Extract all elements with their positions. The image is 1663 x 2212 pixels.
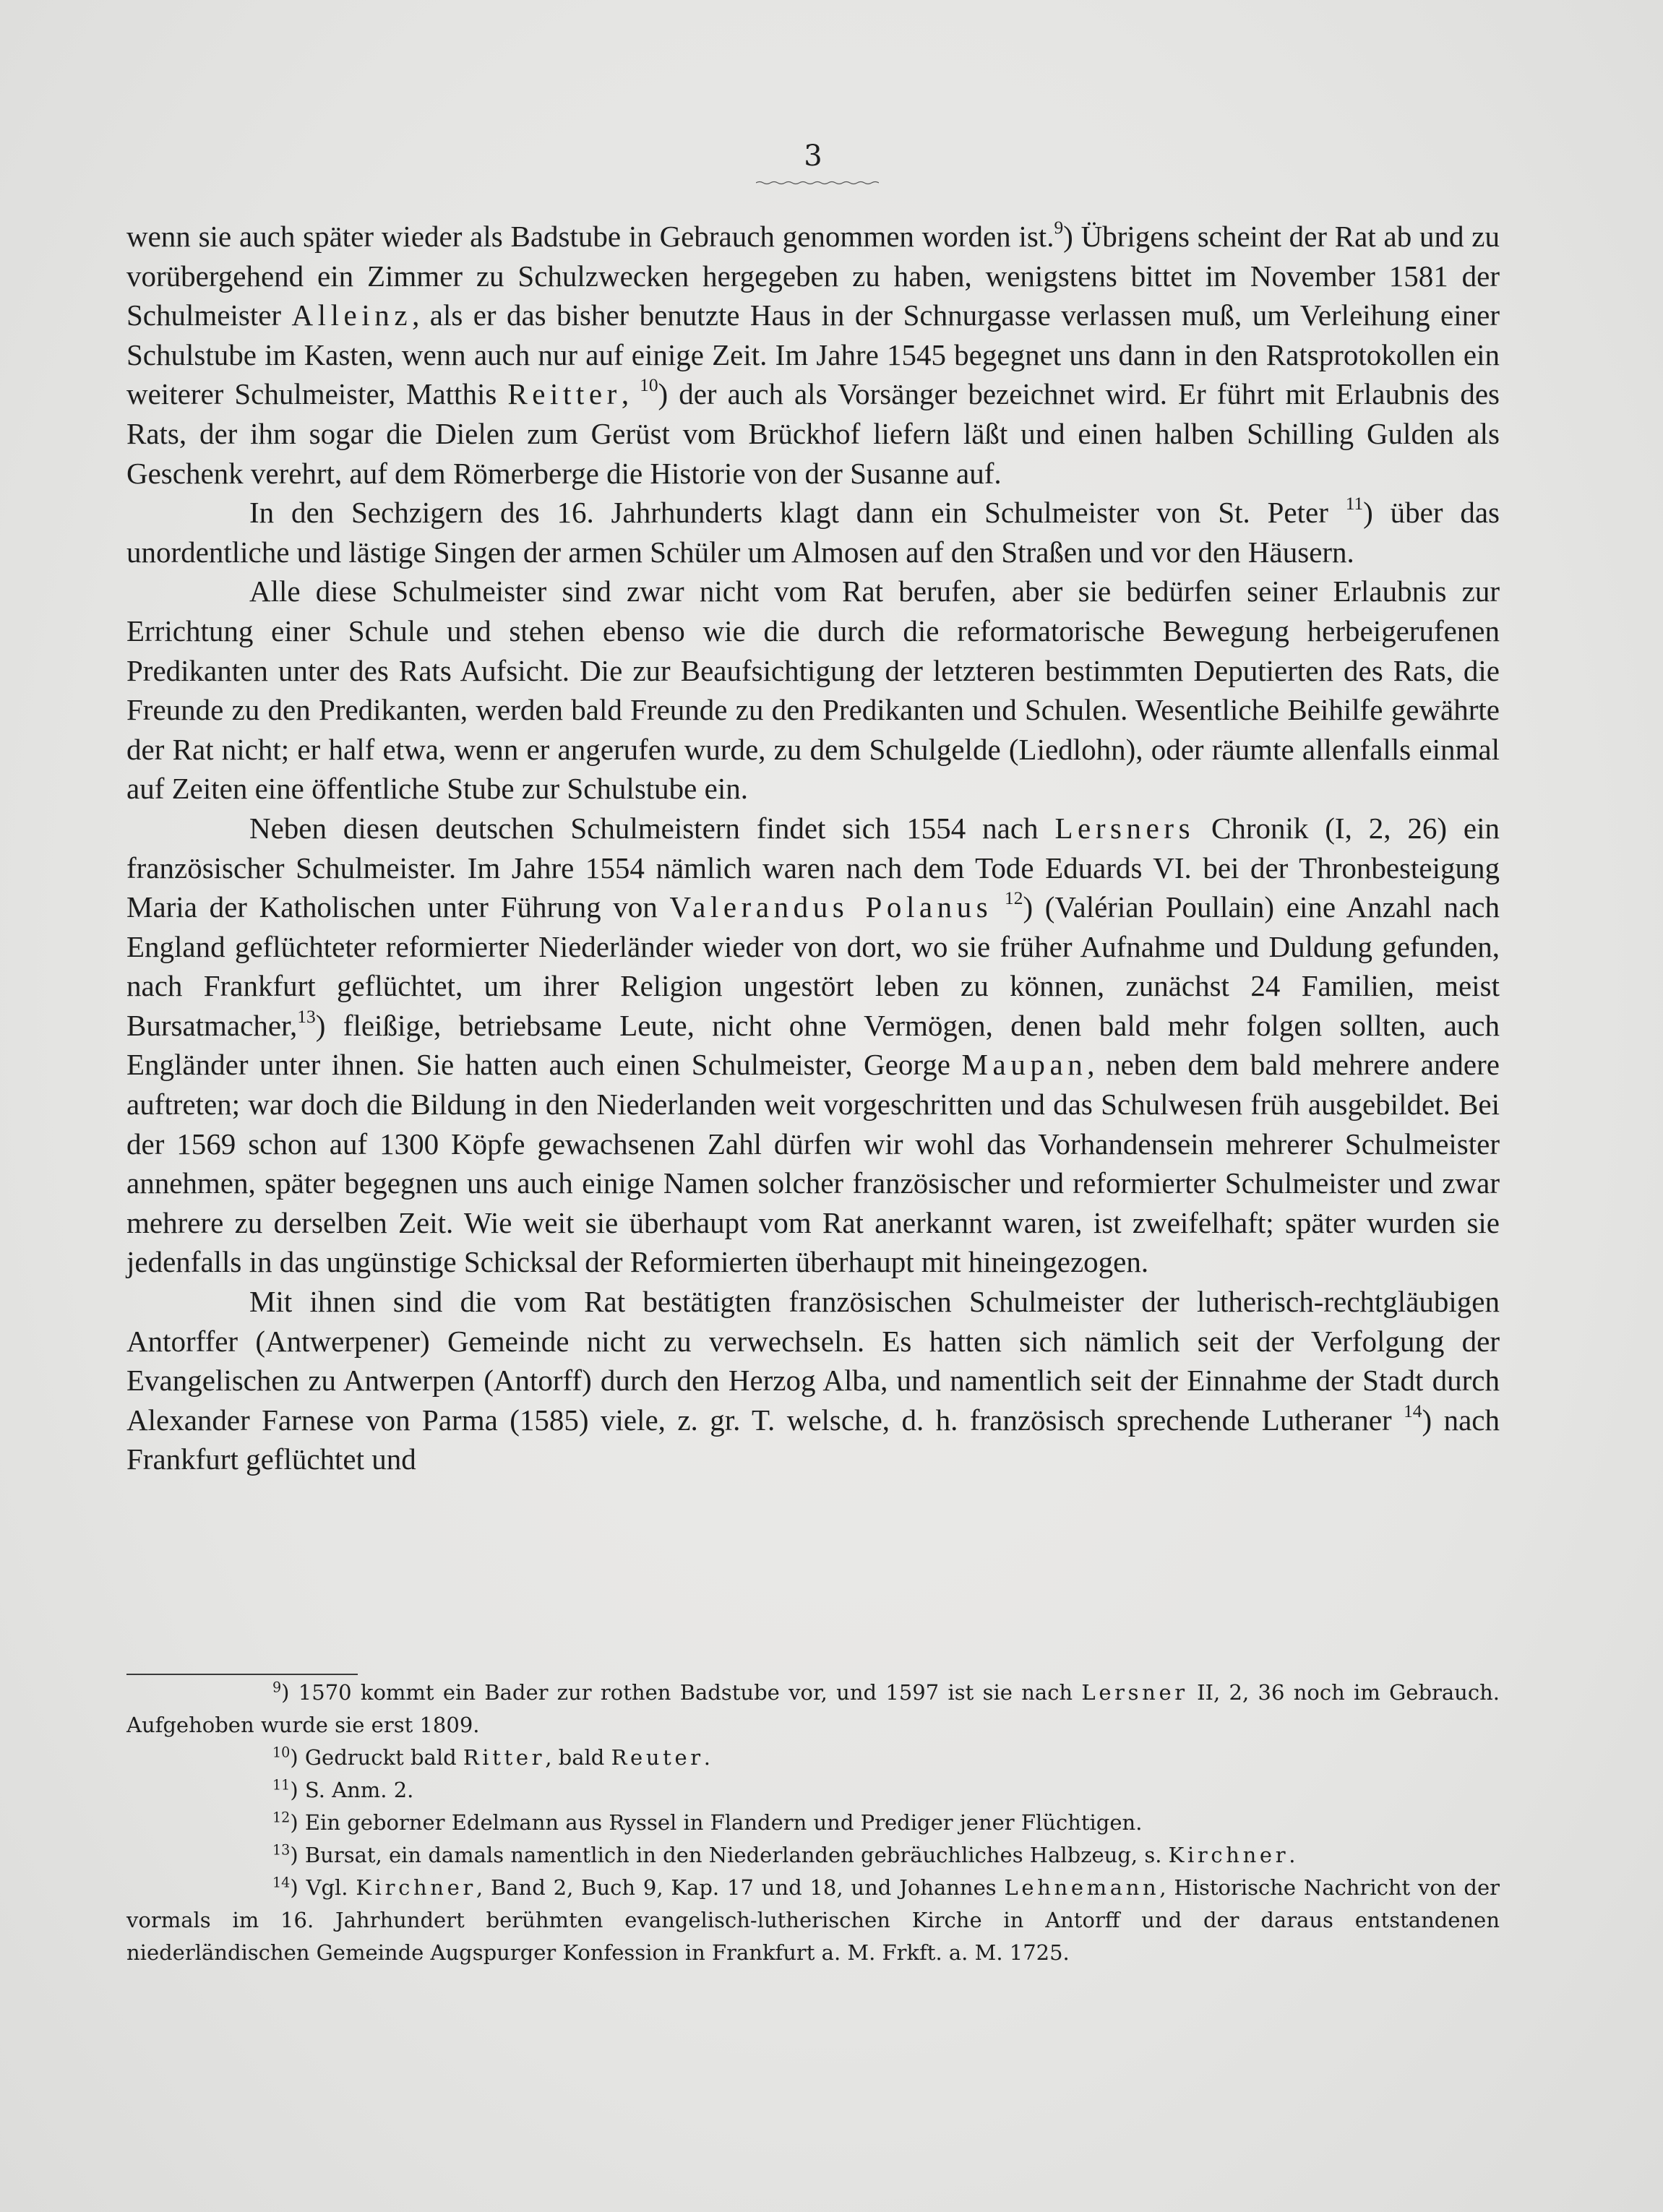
footnote-number: 9 [272,1679,282,1696]
text-run: ) 1570 kommt ein Bader zur rothen Badstube vor, und 1597 ist sie nach [281,1680,1082,1705]
paragraph [126,1282,1500,1479]
text-run: wenn sie auch später wieder als Badstube in Gebrauch genommen worden ist. [126,220,1054,253]
footnote-number: 13 [272,1841,291,1859]
main-body-text [126,217,1500,1479]
text-run: ) über das unordentliche und lästige Singen der armen Schüler um Almosen auf den Straßen und vor den Häusern. [126,496,1500,569]
footnote-separator-rule [126,1674,358,1675]
text-run: ) der auch als Vorsänger bezeichnet wird. Er führt mit Erlaubnis des Rats, der ihm sogar die Dielen zum Gerüst vom Brückhof liefern läßt und einen halben Schilling Gulden als Geschenk verehrt, auf dem Römerberge die Historie von der Susanne auf. [126,377,1500,490]
text-run: Alle diese Schulmeister sind zwar nicht vom Rat berufen, aber sie bedürfen seiner Erlaubnis zur Errichtung einer Schule und stehen ebenso wie die durch die reformatorische Bewegung herbeigerufenen Predikanten unter des Rats Aufsicht. Die zur Beaufsichtigung der letzteren bestimmten Deputierten des Rats, die Freunde zu den Predikanten, werden bald Freunde zu den Predikanten und Schulen. Wesentliche Beihilfe gewährte der Rat nicht; er half etwa, wenn er angerufen wurde, zu dem Schulgelde (Liedlohn), oder räumte allenfalls einmal auf Zeiten eine öffentliche Stube zur Schulstube ein. [126,574,1500,806]
paragraph [126,809,1500,1282]
text-run: ) Gedruckt bald [290,1745,463,1770]
text-run [992,890,1005,924]
text-run: In den Sechzigern des 16. Jahrhunderts klagt dann ein Schulmeister von St. Peter [249,496,1346,530]
spaced-name: Reitter [507,377,622,411]
footnote-number: 11 [272,1776,291,1794]
text-run: , Band 2, Buch 9, Kap. 17 und 18, und Johannes [476,1875,1005,1900]
paragraph [126,572,1500,809]
spaced-name: Kirchner [1168,1843,1289,1867]
text-run: ) Ein geborner Edelmann aus Ryssel in Flandern und Prediger jener Flüchtigen. [290,1810,1143,1835]
text-run: Neben diesen deutschen Schulmeistern findet sich 1554 nach [249,811,1055,845]
spaced-name: Alleinz [291,298,413,332]
spaced-name: Maupan [961,1048,1088,1082]
footnote-number: 10 [272,1744,291,1761]
footnote [126,1839,1500,1872]
text-run: ) nach Frankfurt geflüchtet und [126,1403,1500,1476]
text-run: ) fleißige, betriebsame Leute, nicht ohne Vermögen, denen bald mehr folgen sollten, auch Engländer unter ihnen. Sie hatten auch einen Schulmeister, George [126,1008,1500,1082]
footnote-reference: 9 [1054,218,1064,238]
spaced-name: Reuter [611,1745,704,1770]
footnote-reference: 11 [1345,494,1364,515]
footnote-reference: 12 [1005,888,1023,909]
text-run: , Historische Nachricht von der vormals im 16. Jahrhundert berühmten evangelisch-lutherischen Kirche in Antorff und der daraus entstandenen niederländischen Gemeinde Augspurger Konfession in Frankfurt a. M. Frkft. a. M. 1725. [126,1875,1500,1965]
text-run: Mit ihnen sind die vom Rat bestätigten französischen Schulmeister der lutherisch-rechtgläubigen Antorffer (Antwerpener) Gemeinde nicht zu verwechseln. Es hatten sich nämlich seit der Verfolgung der Evangelischen zu Antwerpen (Antorff) durch den Herzog Alba, und namentlich seit der Einnahme der Stadt durch Alexander Farnese von Parma (1585) viele, z. gr. T. welsche, d. h. französisch sprechende Lutheraner [126,1285,1500,1437]
text-run: , als er das bisher benutzte Haus in der Schnurgasse verlassen muß, um Verleihung einer Schulstube im Kasten, wenn auch nur auf einige Zeit. Im Jahre 1545 begegnet uns dann in den Ratsprotokollen ein weiterer Schulmeister, Matthis [126,298,1500,411]
text-run: ) Vgl. [290,1875,356,1900]
text-run: ) Bursat, ein damals namentlich in den Niederlanden gebräuchliches Halbzeug, s. [290,1843,1169,1867]
text-run: Chronik (I, 2, 26) ein französischer Schulmeister. Im Jahre 1554 nämlich waren nach dem Tode Eduards VI. bei der Thronbesteigung Maria der Katholischen unter Führung von [126,811,1500,924]
text-run: . [703,1745,710,1770]
text-run: , neben dem bald mehrere andere auftreten; war doch die Bildung in den Niederlanden weit vorgeschritten und das Schulwesen früh ausgebildet. Bei der 1569 schon auf 1300 Köpfe gewachsenen Zahl dürfen wir wohl das Vorhandensein mehrerer Schulmeister annehmen, später begegnen uns auch einige Namen solcher französischer und reformierter Schulmeister und zwar mehrere zu derselben Zeit. Wie weit sie überhaupt vom Rat anerkannt waren, ist zweifelhaft; später wurden sie jedenfalls in das ungünstige Schicksal der Reformierten überhaupt mit hineingezogen. [126,1048,1500,1279]
footnote [126,1677,1500,1742]
spaced-name: Ritter [463,1745,546,1770]
spaced-name: Lersner [1081,1680,1188,1705]
footnotes-section [126,1677,1500,1969]
text-run: , [621,377,640,411]
spaced-name: Lehnemann [1004,1875,1160,1900]
paragraph [126,217,1500,493]
footnote [126,1742,1500,1774]
text-run: II, 2, 36 noch im Gebrauch. Aufgehoben wurde sie erst 1809. [126,1680,1500,1737]
footnote [126,1807,1500,1839]
footnote-number: 12 [272,1809,291,1826]
spaced-name: Valerandus Polanus [669,890,993,924]
text-run: ) (Valérian Poullain) eine Anzahl nach England geflüchteter reformierter Niederländer wieder von dort, wo sie früher Aufnahme und Duldung gefunden, nach Frankfurt geflüchtet, um ihrer Religion ungestört leben zu können, zunächst 24 Familien, meist Bursatmacher, [126,890,1500,1042]
page-number-ornament [756,181,879,185]
footnote-reference: 10 [640,375,658,396]
footnote [126,1872,1500,1969]
text-run: ) S. Anm. 2. [290,1778,414,1802]
text-run: , bald [545,1745,611,1770]
spaced-name: Kirchner [356,1875,476,1900]
footnote [126,1774,1500,1807]
spaced-name: Lersners [1054,811,1195,845]
text-run: ) Übrigens scheint der Rat ab und zu vorübergehend ein Zimmer zu Schulzwecken hergegeben zu haben, wenigstens bittet im November 1581 der Schulmeister [126,220,1500,332]
text-run: . [1289,1843,1296,1867]
footnote-number: 14 [272,1874,291,1891]
paragraph [126,493,1500,572]
footnote-reference: 13 [297,1007,316,1028]
footnote-reference: 14 [1404,1401,1422,1422]
page-number: 3 [804,139,822,173]
